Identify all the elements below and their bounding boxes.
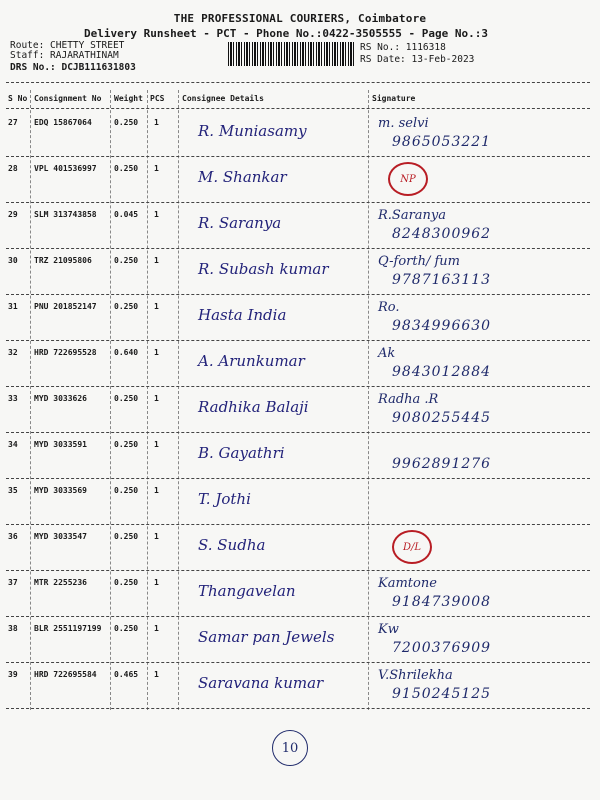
table-row <box>0 250 600 296</box>
weight-value: 0.250 <box>114 624 139 633</box>
signature-text: Radha .R <box>378 392 439 407</box>
header-separator <box>6 82 590 83</box>
pcs-value: 1 <box>154 302 159 311</box>
pcs-value: 1 <box>154 670 159 679</box>
consignee-name: A. Arunkumar <box>198 352 305 370</box>
consignment-number: BLR 2551197199 <box>34 624 102 633</box>
consignment-number: EDQ 15867064 <box>34 118 92 127</box>
weight-value: 0.250 <box>114 394 139 403</box>
signature-text: V.Shrilekha <box>378 668 453 683</box>
row-separator <box>6 432 590 433</box>
phone-number: 9184739008 <box>392 594 492 610</box>
consignee-name: M. Shankar <box>198 168 287 186</box>
table-row <box>0 158 600 204</box>
row-separator <box>6 202 590 203</box>
pcs-value: 1 <box>154 578 159 587</box>
table-row <box>0 526 600 572</box>
header-title: THE PROFESSIONAL COURIERS, Coimbatore <box>173 12 427 25</box>
rs-date: RS Date: 13-Feb-2023 <box>360 54 475 65</box>
status-stamp: D/L <box>392 530 432 564</box>
pcs-value: 1 <box>154 164 159 173</box>
consignment-number: MYD 3033569 <box>34 486 87 495</box>
column-header-separator <box>6 108 590 109</box>
serial-number: 37 <box>8 578 18 587</box>
row-separator <box>6 524 590 525</box>
serial-number: 34 <box>8 440 18 449</box>
pcs-value: 1 <box>154 210 159 219</box>
weight-value: 0.250 <box>114 302 139 311</box>
column-header-pcs: PCS <box>150 94 165 103</box>
serial-number: 28 <box>8 164 18 173</box>
signature-text: Kw <box>378 622 399 637</box>
staff-label: Staff: RAJARATHINAM <box>10 50 119 61</box>
serial-number: 39 <box>8 670 18 679</box>
phone-number: 9843012884 <box>392 364 492 380</box>
row-separator <box>6 294 590 295</box>
signature-text: Ak <box>378 346 396 361</box>
signature-text: Ro. <box>378 300 400 315</box>
consignee-name: Radhika Balaji <box>198 398 309 416</box>
column-header-weight: Weight <box>114 94 143 103</box>
weight-value: 0.250 <box>114 532 139 541</box>
table-row <box>0 618 600 664</box>
row-separator <box>6 386 590 387</box>
consignee-name: Thangavelan <box>198 582 296 600</box>
consignee-name: S. Sudha <box>198 536 266 554</box>
phone-number: 8248300962 <box>392 226 492 242</box>
pcs-value: 1 <box>154 486 159 495</box>
consignee-name: R. Subash kumar <box>198 260 329 278</box>
row-separator <box>6 616 590 617</box>
consignment-number: HRD 722695584 <box>34 670 97 679</box>
serial-number: 33 <box>8 394 18 403</box>
consignment-number: MYD 3033547 <box>34 532 87 541</box>
serial-number: 38 <box>8 624 18 633</box>
table-row <box>0 664 600 710</box>
serial-number: 29 <box>8 210 18 219</box>
signature-text: R.Saranya <box>378 208 447 223</box>
serial-number: 32 <box>8 348 18 357</box>
row-separator <box>6 478 590 479</box>
weight-value: 0.045 <box>114 210 139 219</box>
weight-value: 0.250 <box>114 486 139 495</box>
table-row <box>0 480 600 526</box>
table-row <box>0 434 600 480</box>
consignment-number: VPL 401536997 <box>34 164 97 173</box>
table-row <box>0 204 600 250</box>
serial-number: 30 <box>8 256 18 265</box>
status-stamp: NP <box>388 162 428 196</box>
column-header-sno: S No <box>8 94 28 103</box>
consignee-name: Hasta India <box>198 306 287 324</box>
consignment-number: MTR 2255236 <box>34 578 87 587</box>
barcode <box>228 42 356 66</box>
table-row <box>0 388 600 434</box>
row-separator <box>6 662 590 663</box>
weight-value: 0.465 <box>114 670 139 679</box>
consignment-number: PNU 201852147 <box>34 302 97 311</box>
serial-number: 31 <box>8 302 18 311</box>
row-separator <box>6 708 590 709</box>
column-header-consignment: Consignment No <box>34 94 102 103</box>
consignee-name: R. Muniasamy <box>198 122 307 140</box>
pcs-value: 1 <box>154 118 159 127</box>
serial-number: 27 <box>8 118 18 127</box>
pcs-value: 1 <box>154 256 159 265</box>
consignment-number: TRZ 21095806 <box>34 256 92 265</box>
weight-value: 0.250 <box>114 440 139 449</box>
rs-number: RS No.: 1116318 <box>360 42 446 53</box>
phone-number: 9080255445 <box>392 410 492 426</box>
weight-value: 0.250 <box>114 256 139 265</box>
table-row <box>0 572 600 618</box>
route-label: Route: CHETTY STREET <box>10 40 125 51</box>
row-separator <box>6 570 590 571</box>
phone-number: 9787163113 <box>392 272 492 288</box>
signature-text: m. selvi <box>378 116 429 131</box>
consignment-number: SLM 313743858 <box>34 210 97 219</box>
weight-value: 0.250 <box>114 118 139 127</box>
consignee-name: Samar pan Jewels <box>198 628 335 646</box>
signature-text: Kamtone <box>378 576 437 591</box>
consignee-name: B. Gayathri <box>198 444 285 462</box>
phone-number: 9150245125 <box>392 686 492 702</box>
page-mark-circle <box>272 730 308 766</box>
phone-number: 9834996630 <box>392 318 492 334</box>
pcs-value: 1 <box>154 624 159 633</box>
consignee-name: R. Saranya <box>198 214 282 232</box>
weight-value: 0.640 <box>114 348 139 357</box>
phone-number: 9962891276 <box>392 456 492 472</box>
drs-number: DRS No.: DCJB111631803 <box>10 62 136 73</box>
column-header-signature: Signature <box>372 94 416 103</box>
page-mark-number: 10 <box>281 740 299 756</box>
row-separator <box>6 340 590 341</box>
weight-value: 0.250 <box>114 164 139 173</box>
row-separator <box>6 156 590 157</box>
table-row <box>0 296 600 342</box>
phone-number: 9865053221 <box>392 134 492 150</box>
pcs-value: 1 <box>154 440 159 449</box>
column-header-consignee: Consignee Details <box>182 94 264 103</box>
pcs-value: 1 <box>154 532 159 541</box>
pcs-value: 1 <box>154 394 159 403</box>
consignee-name: Saravana kumar <box>198 674 324 692</box>
serial-number: 35 <box>8 486 18 495</box>
weight-value: 0.250 <box>114 578 139 587</box>
consignment-number: MYD 3033591 <box>34 440 87 449</box>
table-row <box>0 342 600 388</box>
phone-number: 7200376909 <box>392 640 492 656</box>
consignee-name: T. Jothi <box>198 490 251 508</box>
signature-text: Q-forth/ fum <box>378 254 460 269</box>
consignment-number: HRD 722695528 <box>34 348 97 357</box>
pcs-value: 1 <box>154 348 159 357</box>
serial-number: 36 <box>8 532 18 541</box>
consignment-number: MYD 3033626 <box>34 394 87 403</box>
header-subtitle: Delivery Runsheet - PCT - Phone No.:0422-3505555 - Page No.:3 <box>84 27 488 40</box>
table-row <box>0 112 600 158</box>
row-separator <box>6 248 590 249</box>
